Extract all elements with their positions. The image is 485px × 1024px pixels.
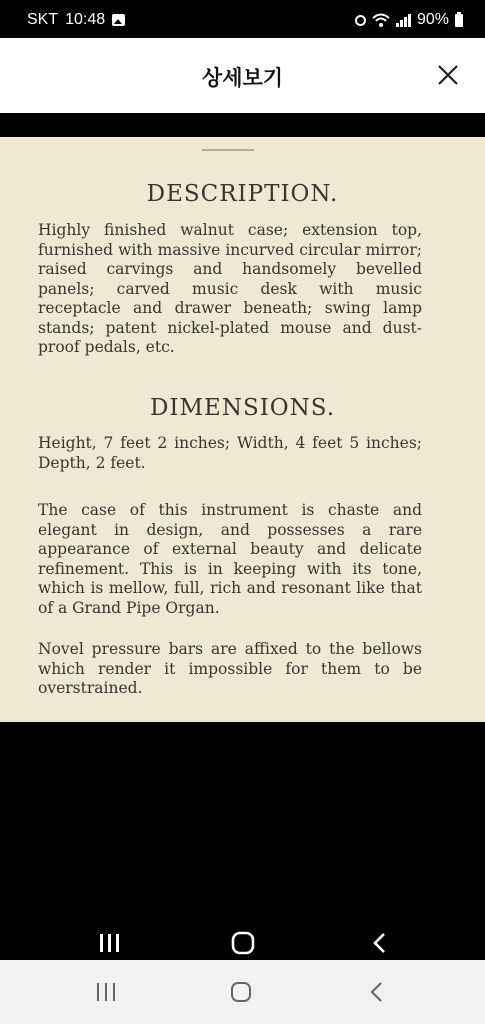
home-icon[interactable] [213,925,273,960]
battery-percent: 90% [416,11,449,28]
description-text: Highly finished walnut case; extension top, furnished with massive incurved circular mirror; raised carvings and handsomely bevelled panels; carved music desk with music receptacle and drawer beneath; swing lamp stands; patent nickel-plated mouse and dust-proof pedals, etc. [38,221,422,356]
system-navigation-bar [0,960,485,1024]
close-icon[interactable] [433,60,463,90]
back-icon[interactable] [350,925,410,960]
battery-icon [455,14,463,27]
page-title: 상세보기 [201,66,284,90]
clock: 10:48 [65,11,106,28]
alarm-icon [355,15,366,26]
carrier-label: SKT [27,11,59,28]
signal-icon [396,14,411,27]
body-text: The case of this instrument is chaste and elegant in design, and possesses a rare appearance of external beauty and delicate refinement. This is in keeping with its tone, which is mellow, full, rich and resonant like that of a Grand Pipe Organ. [38,501,422,617]
dimensions-text: Height, 7 feet 2 inches; Width, 4 feet 5 inches; Depth, 2 feet. [38,434,422,472]
scanned-page [0,137,485,722]
wifi-icon [372,13,390,27]
back-icon[interactable] [347,960,407,1024]
gallery-icon [112,14,125,26]
body-text-continued: Novel pressure bars are affixed to the bellows which render it impossible for them to be overstrained. [38,640,422,697]
description-heading: DESCRIPTION. [146,181,339,207]
status-bar [0,0,485,38]
app-header [0,38,485,113]
image-viewer[interactable] [0,113,485,925]
recent-apps-icon[interactable] [80,925,140,960]
recent-apps-icon[interactable] [76,960,136,1024]
divider [202,149,254,151]
viewer-navigation [0,925,485,960]
home-icon[interactable] [211,960,271,1024]
dimensions-heading: DIMENSIONS. [149,395,336,421]
